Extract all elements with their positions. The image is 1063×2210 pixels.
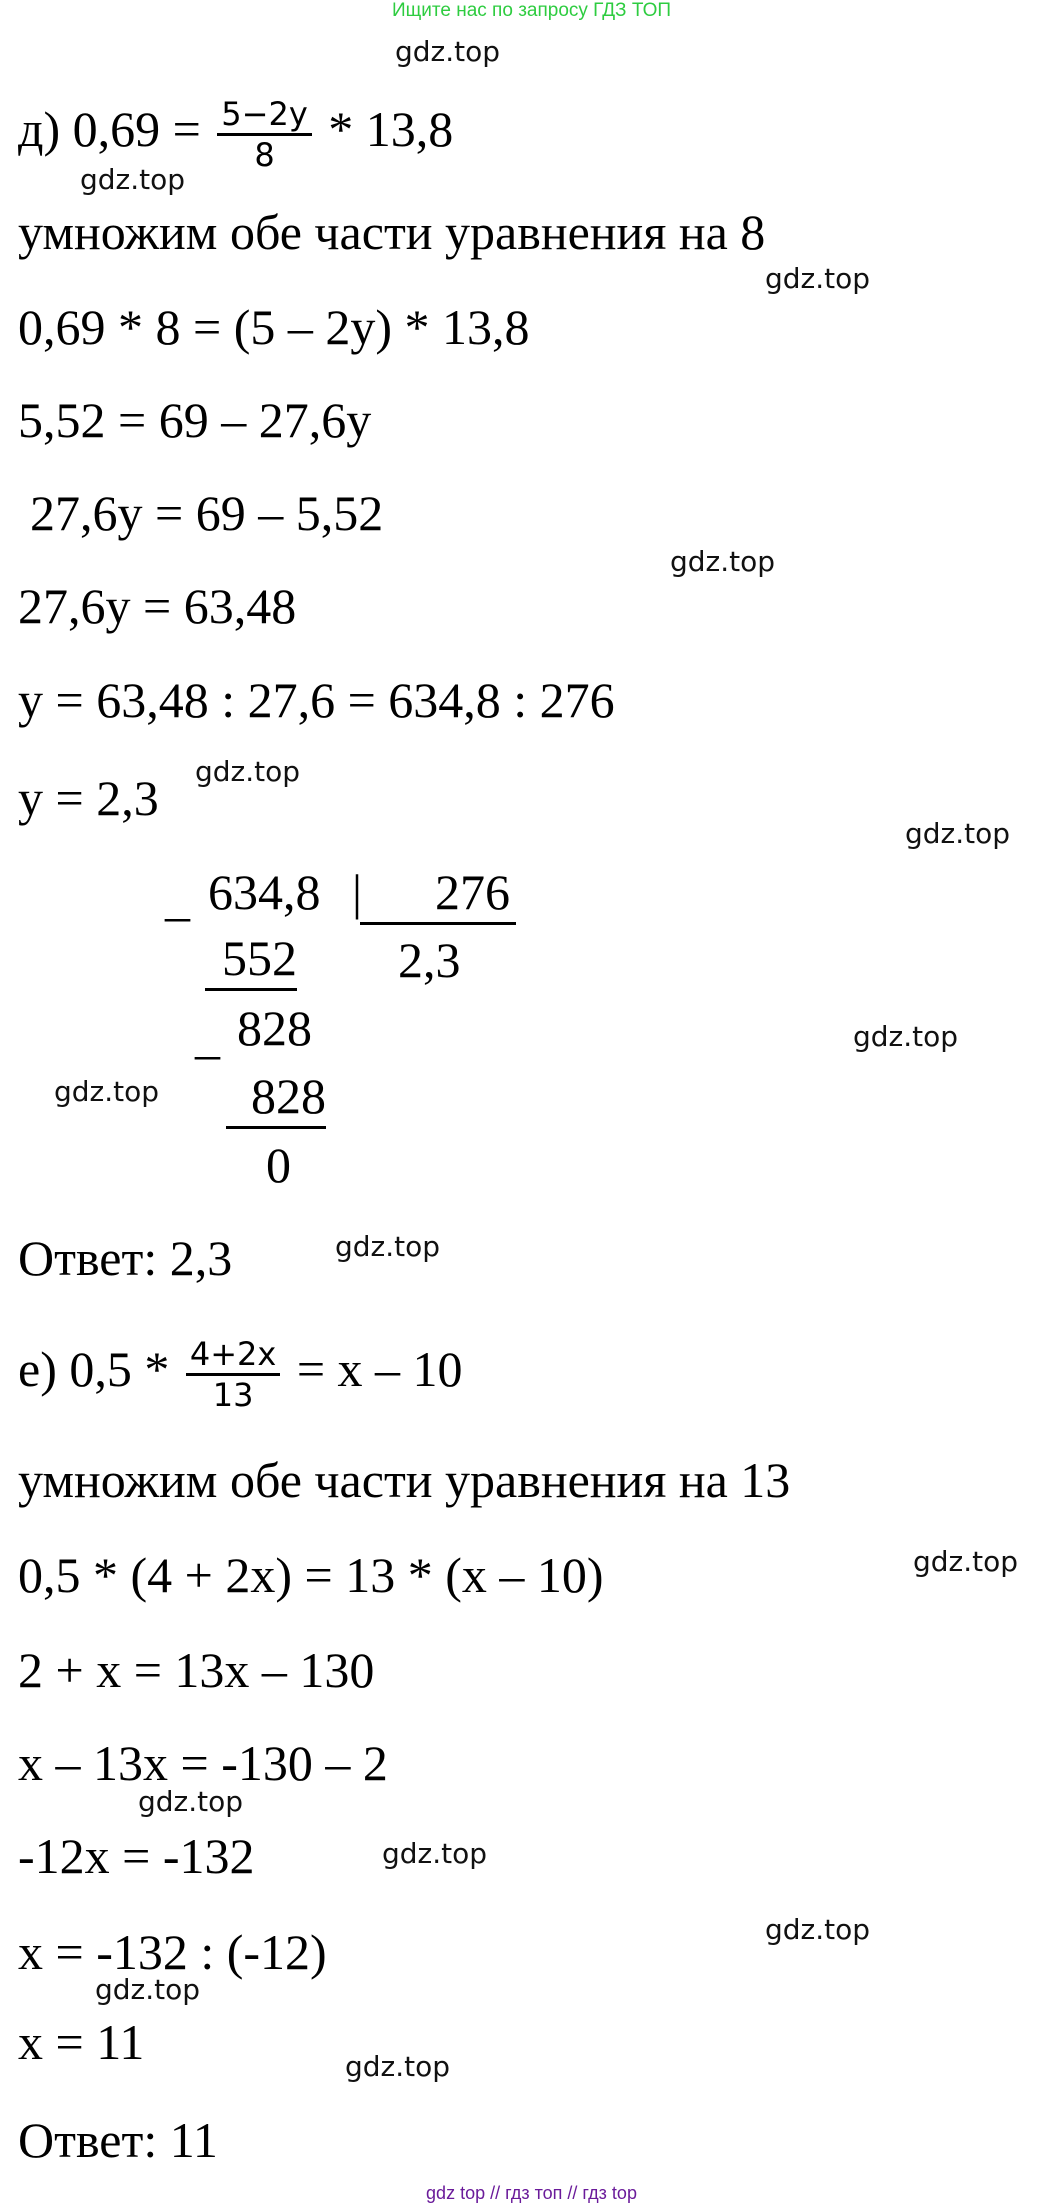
step-d-6: y = 63,48 : 27,6 = 634,8 : 276 bbox=[18, 672, 615, 728]
step-e-1: умножим обе части уравнения на 13 bbox=[18, 1452, 791, 1508]
division-remainder-1: 828 bbox=[237, 1000, 312, 1056]
division-dividend: 634,8 bbox=[208, 864, 321, 920]
equation-d-rhs: * 13,8 bbox=[328, 100, 454, 157]
fraction-e-numerator: 4+2x bbox=[186, 1335, 280, 1376]
step-e-2: 0,5 * (4 + 2x) = 13 * (x – 10) bbox=[18, 1547, 604, 1603]
equation-e-rhs: = x – 10 bbox=[296, 1340, 463, 1397]
step-e-3: 2 + x = 13x – 130 bbox=[18, 1642, 375, 1698]
fraction-d bbox=[217, 95, 311, 174]
step-d-3: 5,52 = 69 – 27,6y bbox=[18, 392, 372, 448]
watermark: gdz.top bbox=[395, 35, 501, 68]
division-quotient: 2,3 bbox=[398, 932, 461, 988]
watermark: gdz.top bbox=[913, 1545, 1019, 1578]
step-e-5: -12x = -132 bbox=[18, 1828, 255, 1884]
division-subtract-2: 828 bbox=[226, 1066, 326, 1129]
answer-d: Ответ: 2,3 bbox=[18, 1230, 233, 1286]
step-d-5: 27,6y = 63,48 bbox=[18, 578, 297, 634]
equation-e bbox=[18, 1335, 463, 1414]
equation-e-lhs: 0,5 * bbox=[69, 1340, 170, 1397]
watermark: gdz.top bbox=[905, 817, 1011, 850]
division-bar: | bbox=[352, 864, 363, 920]
top-promo-note: Ищите нас по запросу ГДЗ ТОП bbox=[391, 0, 672, 21]
part-d-label: д) bbox=[18, 100, 61, 157]
division-remainder-final: 0 bbox=[266, 1137, 291, 1193]
step-d-1: умножим обе части уравнения на 8 bbox=[18, 204, 766, 260]
watermark: gdz.top bbox=[54, 1075, 160, 1108]
watermark: gdz.top bbox=[382, 1837, 488, 1870]
watermark: gdz.top bbox=[670, 545, 776, 578]
fraction-e-denominator: 13 bbox=[212, 1376, 254, 1414]
watermark: gdz.top bbox=[853, 1020, 959, 1053]
division-minus-2: _ bbox=[195, 1008, 220, 1064]
footer-links: gdz top // гдз топ // гдз top bbox=[426, 2183, 637, 2203]
fraction-d-numerator: 5−2y bbox=[217, 95, 311, 136]
division-subtract-1: 552 bbox=[205, 928, 297, 991]
equation-d-lhs: 0,69 = bbox=[72, 100, 201, 157]
step-e-7: x = 11 bbox=[18, 2014, 145, 2070]
division-minus-1: _ bbox=[165, 870, 190, 926]
step-e-4: x – 13x = -130 – 2 bbox=[18, 1735, 388, 1791]
watermark: gdz.top bbox=[138, 1785, 244, 1818]
division-divisor: 276 bbox=[360, 862, 516, 925]
watermark: gdz.top bbox=[765, 262, 871, 295]
watermark: gdz.top bbox=[80, 163, 186, 196]
step-e-6: x = -132 : (-12) bbox=[18, 1924, 327, 1980]
watermark: gdz.top bbox=[95, 1973, 201, 2006]
step-d-7: y = 2,3 bbox=[18, 770, 159, 826]
step-d-4: 27,6y = 69 – 5,52 bbox=[30, 485, 384, 541]
fraction-e bbox=[186, 1335, 280, 1414]
part-e-label: е) bbox=[18, 1340, 57, 1397]
watermark: gdz.top bbox=[335, 1230, 441, 1263]
fraction-d-denominator: 8 bbox=[254, 136, 275, 174]
watermark: gdz.top bbox=[195, 755, 301, 788]
watermark: gdz.top bbox=[345, 2050, 451, 2083]
answer-e: Ответ: 11 bbox=[18, 2112, 218, 2168]
watermark: gdz.top bbox=[765, 1913, 871, 1946]
step-d-2: 0,69 * 8 = (5 – 2y) * 13,8 bbox=[18, 299, 530, 355]
